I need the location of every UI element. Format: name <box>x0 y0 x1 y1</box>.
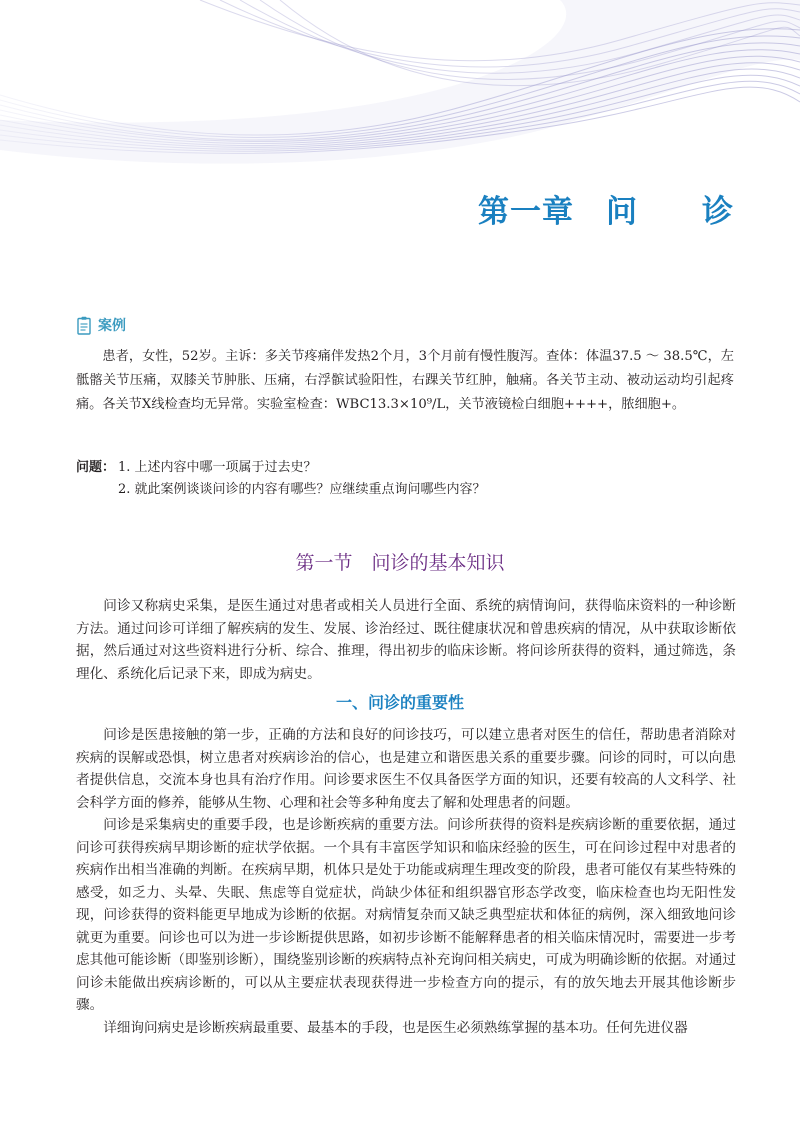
question-item: 1. 上述内容中哪一项属于过去史？ <box>118 460 317 475</box>
body-paragraph: 问诊是医患接触的第一步，正确的方法和良好的问诊技巧，可以建立患者对医生的信任，帮助患者消除对疾病的误解或恐惧，树立患者对疾病诊治的信心，也是建立和谐医患关系的重要步骤。问诊的同时，可以向患者提供信息，交流本身也具有治疗作用。问诊要求医生不仅具备医学方面的知识，还要有较高的人文科学、社会科学方面的修养，能够从生物、心理和社会等多种角度去了解和处理患者的问题。 <box>76 727 736 811</box>
case-text: 患者，女性，52岁。主诉：多关节疼痛伴发热2个月，3个月前有慢性腹泻。查体：体温37.5 ～ 38.5℃，左骶髂关节压痛，双膝关节肿胀、压痛，右浮髌试验阳性，右踝关节红肿，触痛。各关节主动、被动运动均引起疼痛。各关节X线检查均无异常。实验室检查：WBC13.3×10⁹/L，关节液镜检白细胞++++，脓细胞+。 <box>76 349 734 413</box>
header-wave-decoration <box>0 0 800 170</box>
case-description <box>76 345 734 418</box>
questions-label: 问题： <box>76 460 116 475</box>
case-label: 案例 <box>98 318 126 334</box>
questions-block <box>76 457 736 501</box>
section-title: 第一节 问诊的基本知识 <box>295 552 505 574</box>
intro-text <box>76 595 736 685</box>
main-text <box>76 724 736 1039</box>
body-paragraph: 问诊是采集病史的重要手段，也是诊断疾病的重要方法。问诊所获得的资料是疾病诊断的重要依据，通过问诊可获得疾病早期诊断的症状学依据。一个具有丰富医学知识和临床经验的医生，可在问诊过程中对患者的疾病作出相当准确的判断。在疾病早期，机体只是处于功能或病理生理改变的阶段，患者可能仅有某些特殊的感受，如乏力、头晕、失眠、焦虑等自觉症状，尚缺少体征和组织器官形态学改变，临床检查也均无阳性发现，问诊获得的资料能更早地成为诊断的依据。对病情复杂而又缺乏典型症状和体征的病例，深入细致地问诊就更为重要。问诊也可以为进一步诊断提供思路，如初步诊断不能解释患者的相关临床情况时，需要进一步考虑其他可能诊断（即鉴别诊断），围绕鉴别诊断的疾病特点补充询问相关病史，可成为明确诊断的依据。对通过问诊未能做出疾病诊断的，可以从主要症状表现获得进一步检查方向的提示，有的放矢地去开展其他诊断步骤。 <box>76 817 736 1013</box>
clipboard-icon <box>77 316 91 335</box>
intro-paragraph: 问诊又称病史采集，是医生通过对患者或相关人员进行全面、系统的病情询问，获得临床资料的一种诊断方法。通过问诊可详细了解疾病的发生、发展、诊治经过、既往健康状况和曾患疾病的情况，从中获取诊断依据，然后通过对这些资料进行分析、综合、推理，得出初步的临床诊断。将问诊所获得的资料，通过筛选，条理化、系统化后记录下来，即成为病史。 <box>76 598 736 682</box>
question-item: 2. 就此案例谈谈问诊的内容有哪些？应继续重点询问哪些内容？ <box>118 482 486 497</box>
case-header <box>77 315 126 335</box>
subsection-title: 一、问诊的重要性 <box>335 693 464 712</box>
body-paragraph: 详细询问病史是诊断疾病最重要、最基本的手段，也是医生必须熟练掌握的基本功。任何先进仪器 <box>103 1019 688 1036</box>
chapter-title: 第一章 问 诊 <box>478 194 734 230</box>
